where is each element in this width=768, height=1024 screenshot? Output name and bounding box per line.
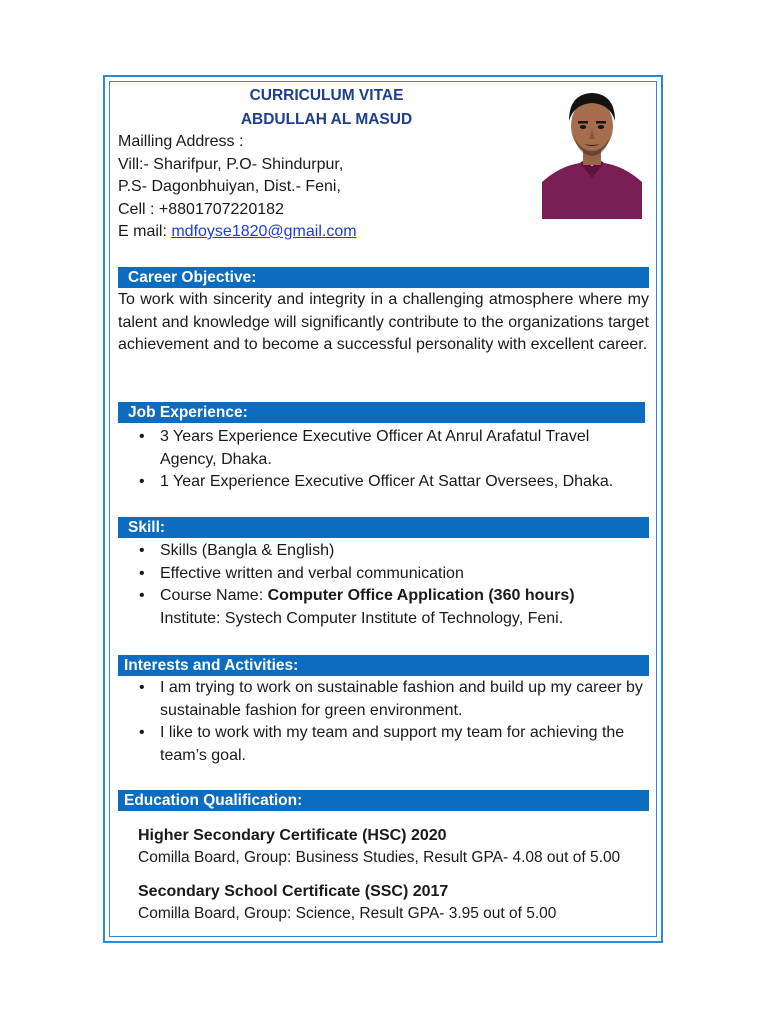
education-heading: Education Qualification:	[124, 792, 303, 809]
course-name: Computer Office Application (360 hours)	[267, 587, 575, 604]
section-header-skill	[118, 517, 649, 538]
email-link[interactable]: mdfoyse1820@gmail.com	[171, 223, 357, 240]
mailing-address-label: Mailling Address :	[118, 133, 244, 150]
education-detail-hsc: Comilla Board, Group: Business Studies, Result GPA- 4.08 out of 5.00	[138, 849, 621, 866]
section-header-education	[118, 790, 649, 811]
email-row	[118, 221, 357, 244]
skill-heading: Skill:	[128, 519, 166, 536]
job-experience-item: • 1 Year Experience Executive Officer At Sattar Oversees, Dhaka.	[118, 471, 649, 494]
section-header-career-objective	[118, 267, 649, 288]
education-title-ssc: Secondary School Certificate (SSC) 2017	[138, 883, 449, 900]
course-label: Course Name:	[160, 587, 268, 604]
skill-list	[118, 540, 649, 630]
course-institute: Institute: Systech Computer Institute of Technology, Feni.	[160, 609, 564, 627]
section-header-interests	[118, 655, 649, 676]
career-objective-text: To work with sincerity and integrity in a challenging atmosphere where my talent and knowledge will significantly contribute to the organizations target achievement and to become a successful personality with excellent career.	[118, 291, 649, 353]
job-experience-list	[118, 426, 649, 494]
candidate-name: ABDULLAH AL MASUD	[240, 111, 413, 128]
skill-course-item	[118, 585, 649, 630]
interest-item: • I like to work with my team and support my team for achieving the team’s goal.	[118, 722, 649, 767]
profile-photo	[542, 86, 642, 219]
education-title-hsc: Higher Secondary Certificate (HSC) 2020	[138, 827, 447, 844]
interests-list	[118, 677, 649, 767]
contact-block	[118, 131, 357, 244]
interest-item: • I am trying to work on sustainable fashion and build up my career by sustainable fashion for green environment.	[118, 677, 649, 722]
interests-heading: Interests and Activities:	[124, 657, 299, 674]
section-header-job-experience	[118, 402, 649, 423]
job-experience-item: • 3 Years Experience Executive Officer At Anrul Arafatul Travel Agency, Dhaka.	[118, 426, 649, 471]
address-line-2: P.S- Dagonbhuiyan, Dist.- Feni,	[118, 178, 341, 195]
job-experience-heading: Job Experience:	[128, 404, 248, 421]
skill-item: • Effective written and verbal communication	[118, 563, 649, 586]
career-objective-heading: Career Objective:	[128, 269, 257, 286]
cell-number: Cell : +8801707220182	[118, 200, 284, 218]
email-label: E mail:	[118, 223, 172, 240]
education-detail-ssc: Comilla Board, Group: Science, Result GPA- 3.95 out of 5.00	[138, 905, 557, 922]
profile-photo-image	[542, 86, 642, 219]
document-title: CURRICULUM VITAE	[249, 87, 404, 104]
skill-item: • Skills (Bangla & English)	[118, 540, 649, 563]
address-line-1: Vill:- Sharifpur, P.O- Shindurpur,	[118, 155, 344, 173]
